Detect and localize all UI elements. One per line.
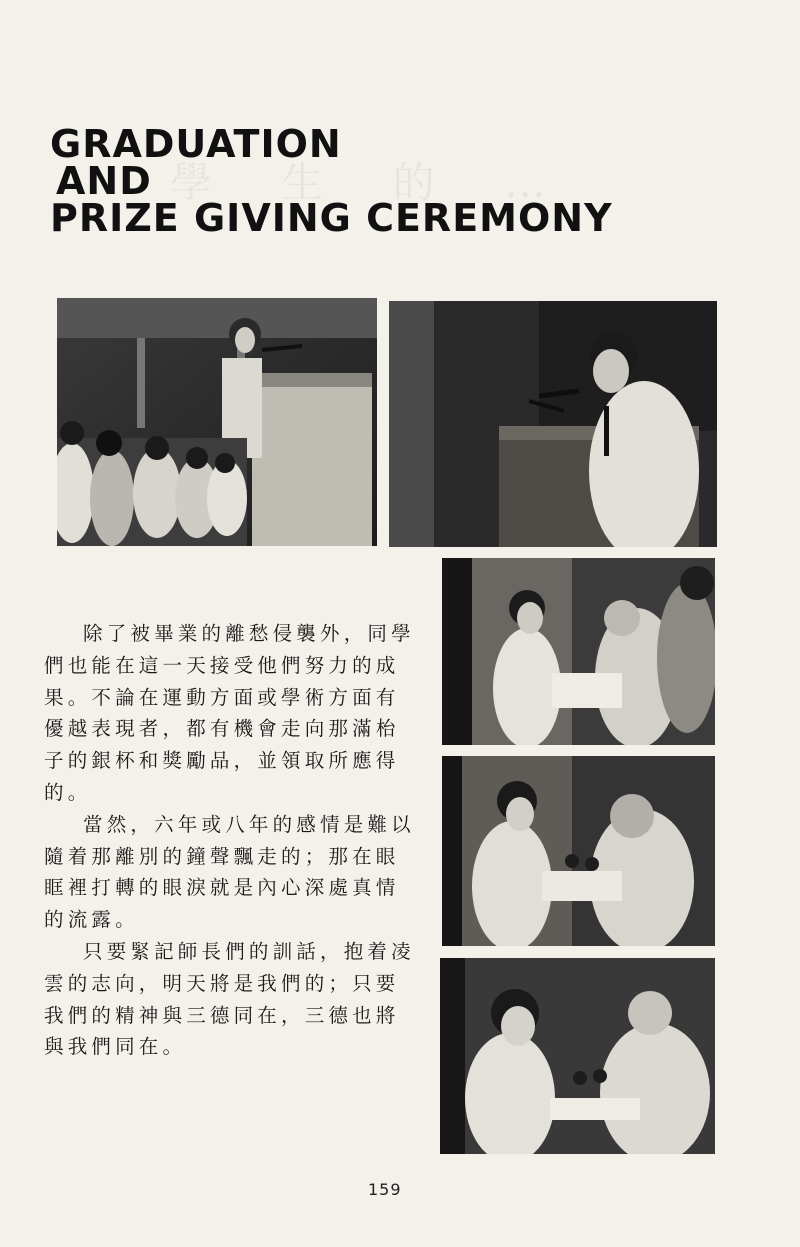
page-number: 159 [368,1180,402,1199]
title-line-prize-giving: PRIZE GIVING CEREMONY [50,196,613,240]
photo-student-speaker [389,301,717,547]
photo-student-speaker-image [389,301,717,547]
photo-prize-presentation-1 [442,558,715,745]
title-line-graduation: GRADUATION [50,122,342,166]
photo-prize-presentation-3 [440,958,715,1154]
photo-prize-presentation-1-image [442,558,715,745]
photo-prize-presentation-3-image [440,958,715,1154]
photo-speaker-at-lectern [57,298,377,546]
paragraph-1: 除了被畢業的離愁侵襲外，同學們也能在這一天接受他們努力的成果。不論在運動方面或學術方面有優越表現者，都有機會走向那滿枱子的銀杯和獎勵品，並領取所應得的。 [44,622,415,804]
article-body [44,618,416,1063]
photo-prize-presentation-2 [442,756,715,946]
paragraph-3: 只要緊記師長們的訓話，抱着凌雲的志向，明天將是我們的；只要我們的精神與三德同在，三德也將與我們同在。 [44,939,415,1059]
photo-prize-presentation-2-image [442,756,715,946]
paragraph-2: 當然，六年或八年的感情是難以隨着那離別的鐘聲飄走的；那在眼眶裡打轉的眼淚就是內心深處真情的流露。 [44,812,415,932]
title-line-and: AND [56,159,152,203]
photo-speaker-at-lectern-image [57,298,377,546]
bleed-through-text: 學 生 的 … [170,158,575,207]
page-title [50,122,613,240]
